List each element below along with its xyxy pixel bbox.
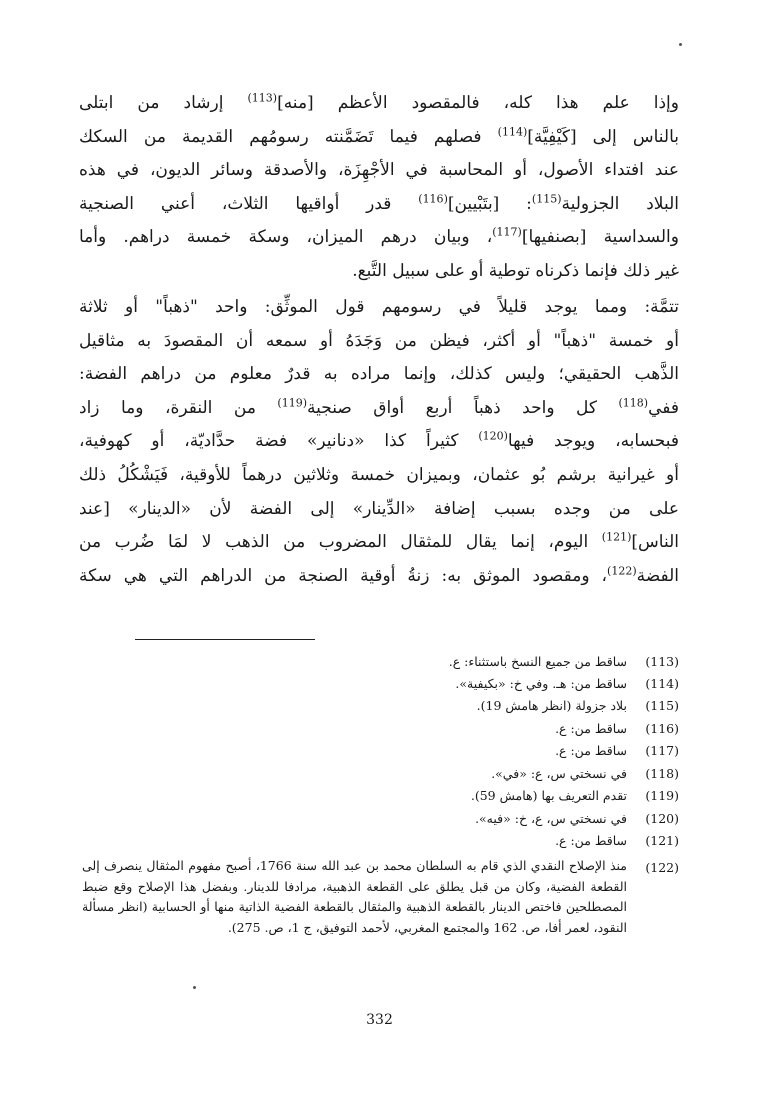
footnote [79, 718, 679, 740]
footnote [79, 785, 679, 807]
footnote-number: (120) [645, 811, 679, 826]
scan-speck [193, 986, 196, 989]
footnote-text: ساقط من جميع النسخ باستثناء: ع. [448, 654, 627, 669]
body-line: أو غيرانية برشم بُو عثمان، وبميزان خمسة وثلاثين درهماً للأوقية، فَيَشْكُلُ ذلك [79, 465, 679, 485]
body-line: عند افتداء الأصول، أو المحاسبة في الأجْهِزَة، والأصدقة وسائر الديون، في هذه [79, 160, 679, 180]
footnote-separator [135, 639, 315, 640]
body-line: تتمَّة: ومما يوجد قليلاً في رسومهم قول الموثِّق: واحد "ذهباً" أو ثلاثة [79, 297, 679, 317]
body-line: غير ذلك فإنما ذكرناه توطية أو على سبيل التَّبع. [352, 261, 679, 281]
scan-speck [679, 43, 682, 46]
body-line: أو خمسة "ذهباً" أو أكثر، فيظن من وَجَدَهُ أو سمعه أن المقصودَ به مثاقيل [79, 331, 679, 351]
footnote-text: ساقط من: ع. [555, 833, 627, 848]
footnote-text: ساقط من: ع. [555, 721, 627, 736]
footnote [79, 673, 679, 695]
footnote-number: (121) [645, 833, 679, 848]
footnote [79, 740, 679, 762]
footnote [79, 651, 679, 673]
footnote-number: (122) [645, 860, 679, 875]
footnote [79, 830, 679, 852]
footnote-number: (113) [645, 654, 679, 669]
body-line: والسداسية [بصنفيها]$^{(117)}$، وبيان درهم الميزان، وسكة خمسة دراهم. وأما [79, 225, 679, 247]
body-line: الذَّهب الحقيقي؛ وليس كذلك، وإنما مراده به قدرٌ معلوم من دراهم الفضة: [79, 364, 679, 384]
footnote-number: (114) [645, 676, 679, 691]
footnote [79, 763, 679, 785]
footnote-number: (115) [645, 698, 679, 713]
body-line: الناس]$^{(121)}$ اليوم، إنما يقال للمثقال المضروب من الذهب لا لمَا ضُرب من [79, 530, 679, 552]
footnote-text: تقدم التعريف بها (هامش 59). [470, 788, 627, 803]
footnote-number: (117) [645, 743, 679, 758]
footnote-text: ساقط من: هـ. وفي خ: «بكيفية». [455, 676, 627, 691]
footnote-number: (116) [645, 721, 679, 736]
footnote-number: (119) [645, 788, 679, 803]
footnote-text: في نسختي س، ع، خ: «فيه». [475, 811, 627, 826]
body-line: الفضة$^{(122)}$، ومقصود الموثق به: زنةُ أوقية الصنجة من الدراهم التي هي سكة [79, 564, 679, 586]
footnote-text: بلاد جزولة (انظر هامش 19). [476, 698, 627, 713]
footnote [79, 695, 679, 717]
footnote [79, 808, 679, 830]
body-line: على من وجده بسبب إضافة «الدِّينار» إلى الفضة لأن «الدينار» [عند [79, 499, 679, 519]
body-line: فبحسابه، ويوجد فيها$^{(120)}$ كثيراً كذا «دنانير» فضة حدَّاديّة، أو كهوفية، [79, 429, 679, 451]
footnote-number: (118) [645, 766, 679, 781]
body-line: وإذا علم هذا كله، فالمقصود الأعظم [منه]$^{(113)}$ إرشاد من ابتلى [79, 91, 679, 113]
body-line: البلاد الجزولية$^{(115)}$: [بتَبْيين]$^{(116)}$ قدر أواقيها الثلاث، أعني الصنجية [79, 192, 679, 214]
footnote-text: ساقط من: ع. [555, 743, 627, 758]
body-line: بالناس إلى [كَيْفِيَّة]$^{(114)}$ فصلهم فيما تَضَمَّنته رسومُهم القديمة من السكك [79, 125, 679, 147]
page-number: 332 [366, 1012, 393, 1028]
footnote-text: في نسختي س، ع: «في». [491, 766, 627, 781]
body-line: ففي$^{(118)}$ كل واحد ذهباً أربع أواق صنجية$^{(119)}$ من النقرة، وما زاد [79, 396, 679, 418]
footnote-text-long: منذ الإصلاح النقدي الذي قام به السلطان محمد بن عبد الله سنة 1766، أصبح مفهوم المثقال ينصرف إلى القطعة الفضية، وكان من قبل يطلق على القطعة الذهبية، مرادفا للدينار. وبفضل هذا الإصلاح وقع ضبط المصطلحين فاختص الدينار بالقطعة الذهبية والمثقال بالقطعة الفضية الذاتية منها أو الحسابية (انظر مسألة النقود، لعمر أفا، ص. 162 والمجتمع المغربي، لأحمد التوفيق، ج 1، ص. 275). [82, 858, 627, 935]
